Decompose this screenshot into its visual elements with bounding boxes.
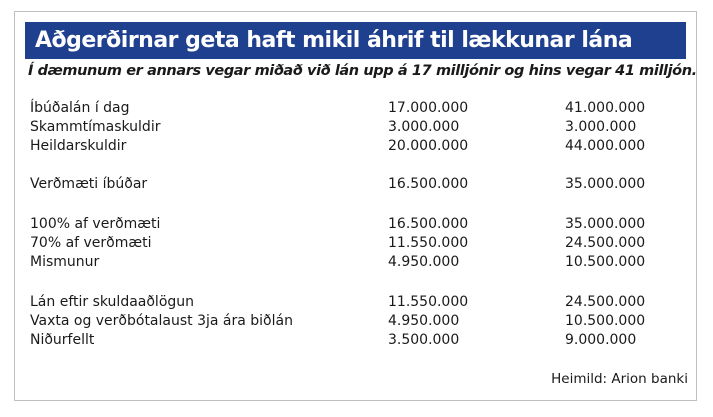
row-label: 100% af verðmæti	[30, 216, 161, 232]
row-label: Skammtímaskuldir	[30, 119, 161, 135]
value-41m: 10.500.000	[565, 313, 646, 329]
value-41m: 41.000.000	[565, 100, 646, 116]
source-credit: Heimild: Arion banki	[551, 371, 688, 387]
value-17m: 3.000.000	[388, 119, 460, 135]
value-17m: 17.000.000	[388, 100, 469, 116]
value-41m: 44.000.000	[565, 138, 646, 154]
row-label: 70% af verðmæti	[30, 235, 152, 251]
value-41m: 35.000.000	[565, 176, 646, 192]
value-17m: 20.000.000	[388, 138, 469, 154]
value-17m: 4.950.000	[388, 254, 460, 270]
row-label: Heildarskuldir	[30, 138, 127, 154]
value-17m: 16.500.000	[388, 216, 469, 232]
value-17m: 16.500.000	[388, 176, 469, 192]
value-17m: 3.500.000	[388, 332, 460, 348]
value-41m: 3.000.000	[565, 119, 637, 135]
row-label: Lán eftir skuldaaðlögun	[30, 294, 195, 310]
title-text: Aðgerðirnar geta haft mikil áhrif til lækkunar lána	[35, 28, 633, 53]
value-41m: 10.500.000	[565, 254, 646, 270]
value-17m: 11.550.000	[388, 235, 469, 251]
subtitle: Í dæmunum er annars vegar miðað við lán upp á 17 milljónir og hins vegar 41 milljón.	[28, 63, 697, 79]
value-17m: 11.550.000	[388, 294, 469, 310]
row-label: Vaxta og verðbótalaust 3ja ára biðlán	[30, 313, 293, 329]
value-41m: 9.000.000	[565, 332, 637, 348]
title-banner	[25, 22, 686, 59]
row-label: Verðmæti íbúðar	[30, 176, 148, 192]
value-17m: 4.950.000	[388, 313, 460, 329]
row-label: Mismunur	[30, 254, 100, 270]
row-label: Niðurfellt	[30, 332, 95, 348]
value-41m: 35.000.000	[565, 216, 646, 232]
row-label: Íbúðalán í dag	[30, 100, 130, 116]
value-41m: 24.500.000	[565, 294, 646, 310]
value-41m: 24.500.000	[565, 235, 646, 251]
